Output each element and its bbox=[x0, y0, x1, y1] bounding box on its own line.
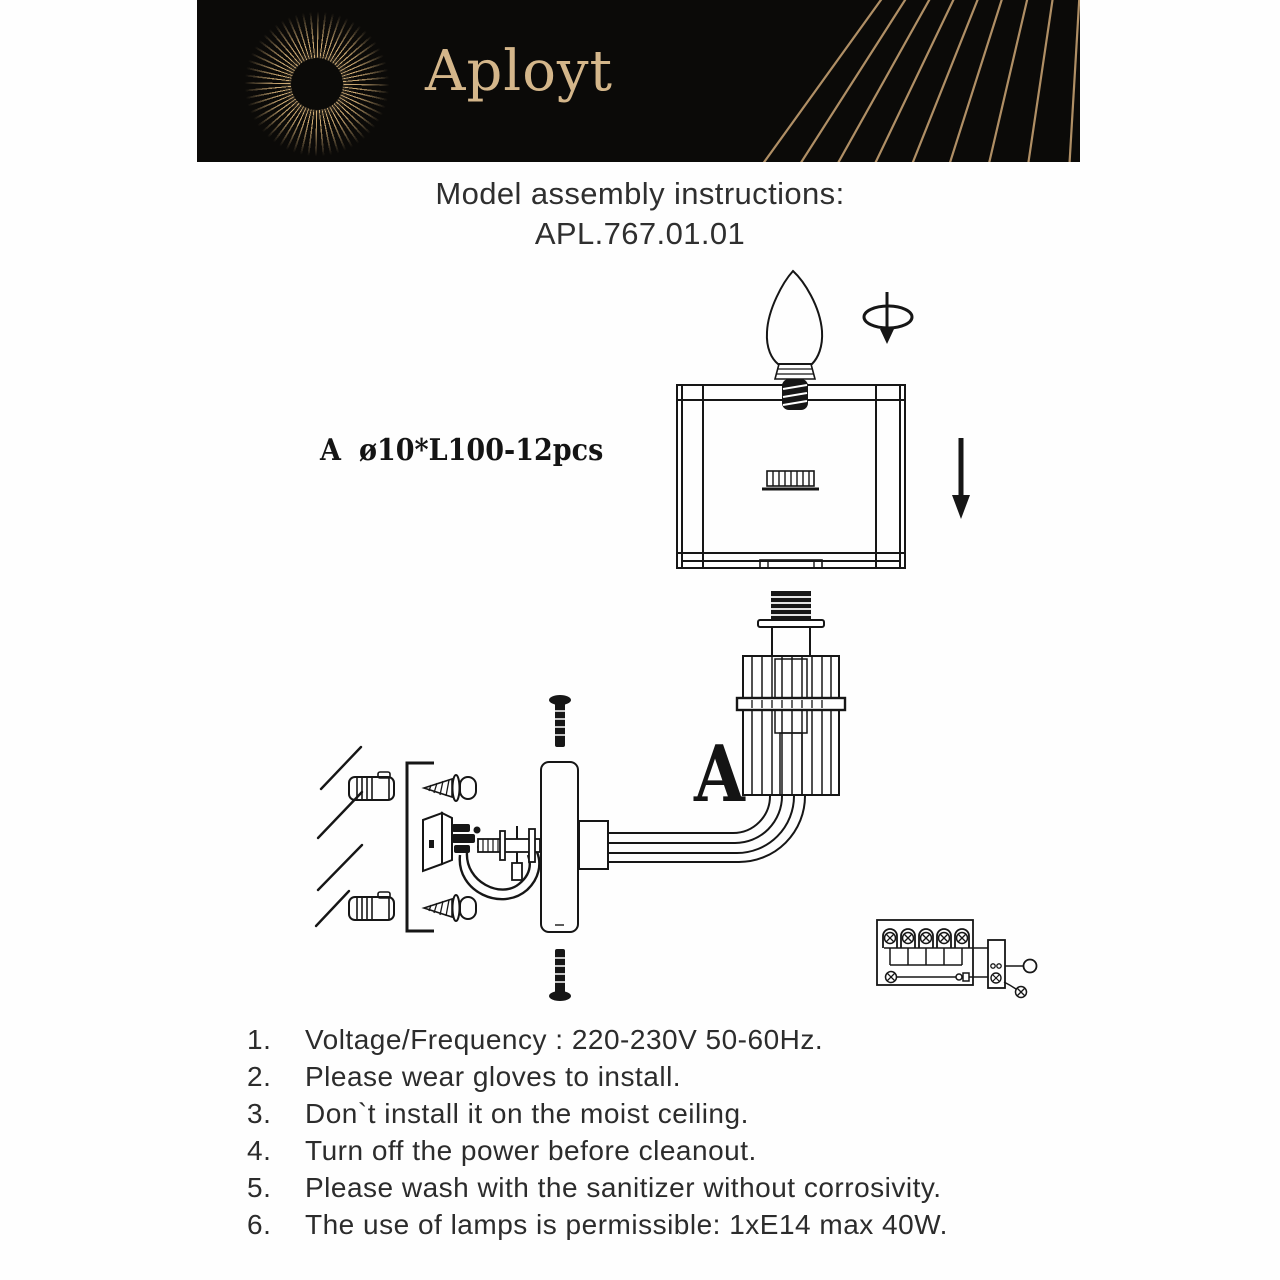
hardware-letter: A bbox=[320, 433, 341, 468]
instruction-text: Don`t install it on the moist ceiling. bbox=[305, 1098, 749, 1129]
instruction-text: Please wear gloves to install. bbox=[305, 1061, 682, 1092]
instruction-item bbox=[247, 1095, 948, 1132]
down-arrow-icon bbox=[952, 438, 970, 519]
mount-screw-bottom bbox=[549, 949, 571, 1001]
junction-box bbox=[423, 813, 540, 899]
arm-connector bbox=[579, 821, 608, 869]
instruction-number: 2. bbox=[247, 1061, 272, 1092]
instruction-item bbox=[247, 1021, 948, 1058]
lamp-arm bbox=[579, 796, 805, 869]
wall-anchor bbox=[349, 772, 394, 800]
instruction-item bbox=[247, 1169, 948, 1206]
instruction-text: The use of lamps is permissible: 1xE14 max 40W. bbox=[305, 1209, 948, 1240]
instruction-text: Voltage/Frequency : 220-230V 50-60Hz. bbox=[305, 1024, 824, 1055]
instruction-number: 4. bbox=[247, 1135, 272, 1166]
hardware-label bbox=[320, 433, 603, 468]
crystal-shade bbox=[737, 656, 845, 795]
lampshade-box bbox=[677, 385, 905, 568]
bulb bbox=[767, 271, 822, 410]
brand-name: Aployt bbox=[425, 39, 614, 104]
instruction-text: Please wash with the sanitizer without corrosivity. bbox=[305, 1172, 942, 1203]
instruction-number: 3. bbox=[247, 1098, 272, 1129]
instruction-number: 6. bbox=[247, 1209, 272, 1240]
instruction-text: Turn off the power before cleanout. bbox=[305, 1135, 757, 1166]
mount-screw-top bbox=[549, 695, 571, 747]
part-callout-a: A bbox=[694, 729, 745, 820]
instruction-item bbox=[247, 1206, 948, 1243]
wall-hatching bbox=[316, 747, 362, 926]
instruction-item bbox=[247, 1058, 948, 1095]
instruction-number: 1. bbox=[247, 1024, 272, 1055]
wiring-diagram bbox=[877, 920, 1037, 998]
socket bbox=[758, 591, 824, 656]
wall-screw bbox=[424, 775, 476, 801]
hardware-spec: ø10*L100-12pcs bbox=[358, 433, 604, 468]
instructions-list bbox=[247, 1021, 948, 1243]
instruction-item bbox=[247, 1132, 948, 1169]
model-number: APL.767.01.01 bbox=[534, 216, 746, 251]
instruction-number: 5. bbox=[247, 1172, 272, 1203]
title-line: Model assembly instructions: bbox=[435, 176, 845, 211]
rotate-icon bbox=[864, 292, 912, 344]
